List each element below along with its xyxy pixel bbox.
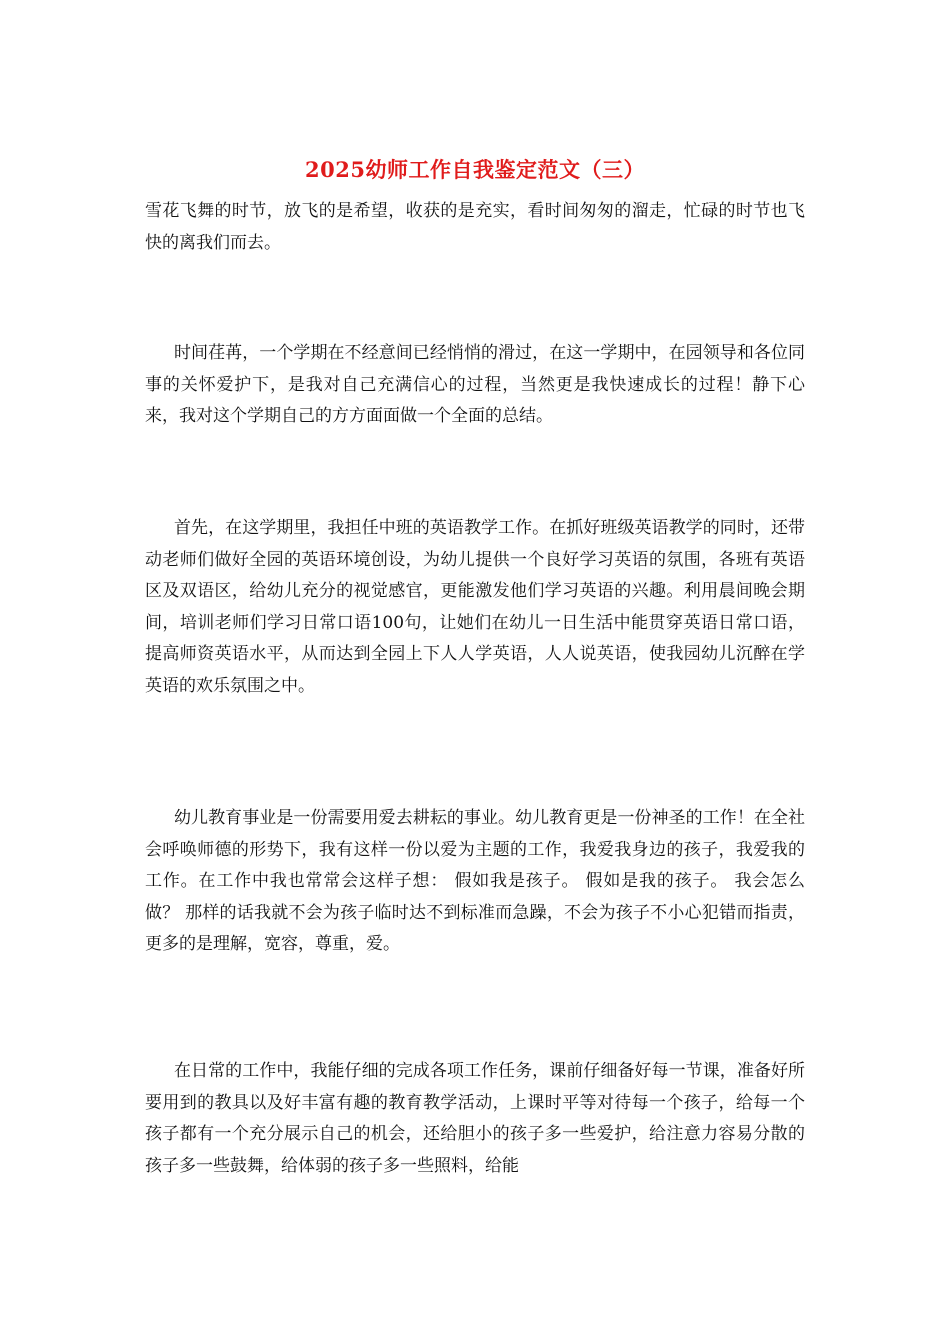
document-title: 2025幼师工作自我鉴定范文（三） — [305, 157, 645, 182]
paragraph-3: 首先，在这学期里，我担任中班的英语教学工作。在抓好班级英语教学的同时，还带动老师们做好全园的英语环境创设，为幼儿提供一个良好学习英语的氛围，各班有英语区及双语区，给幼儿充分的视觉感官，更能激发他们学习英语的兴趣。利用晨间晚会期间，培训老师们学习日常口语100句，让她们在幼儿一日生活中能贯穿英语日常口语，提高师资英语水平，从而达到全园上下人人学英语，人人说英语，使我园幼儿沉醉在学英语的欢乐氛围之中。 — [145, 518, 805, 696]
paragraph-4: 幼儿教育事业是一份需要用爱去耕耘的事业。幼儿教育更是一份神圣的工作！在全社会呼唤师德的形势下，我有这样一份以爱为主题的工作，我爱我身边的孩子，我爱我的工作。在工作中我也常常会这样子想： 假如我是孩子。 假如是我的孩子。 我会怎么做？ 那样的话我就不会为孩子临时达不到标准而急躁，不会为孩子不小心犯错而指责，更多的是理解，宽容，尊重，爱。 — [145, 808, 805, 954]
paragraph-5: 在日常的工作中，我能仔细的完成各项工作任务，课前仔细备好每一节课，准备好所要用到的教具以及好丰富有趣的教育教学活动，上课时平等对待每一个孩子，给每一个孩子都有一个充分展示自己的机会，还给胆小的孩子多一些爱护，给注意力容易分散的孩子多一些鼓舞，给体弱的孩子多一些照料，给能 — [145, 1061, 805, 1176]
paragraph-1: 雪花飞舞的时节，放飞的是希望，收获的是充实，看时间匆匆的溜走，忙碌的时节也飞快的离我们而去。 — [145, 201, 805, 253]
paragraph-2: 时间荏苒，一个学期在不经意间已经悄悄的滑过，在这一学期中，在园领导和各位同事的关怀爱护下，是我对自己充满信心的过程，当然更是我快速成长的过程！静下心来，我对这个学期自己的方方面面做一个全面的总结。 — [145, 343, 805, 426]
